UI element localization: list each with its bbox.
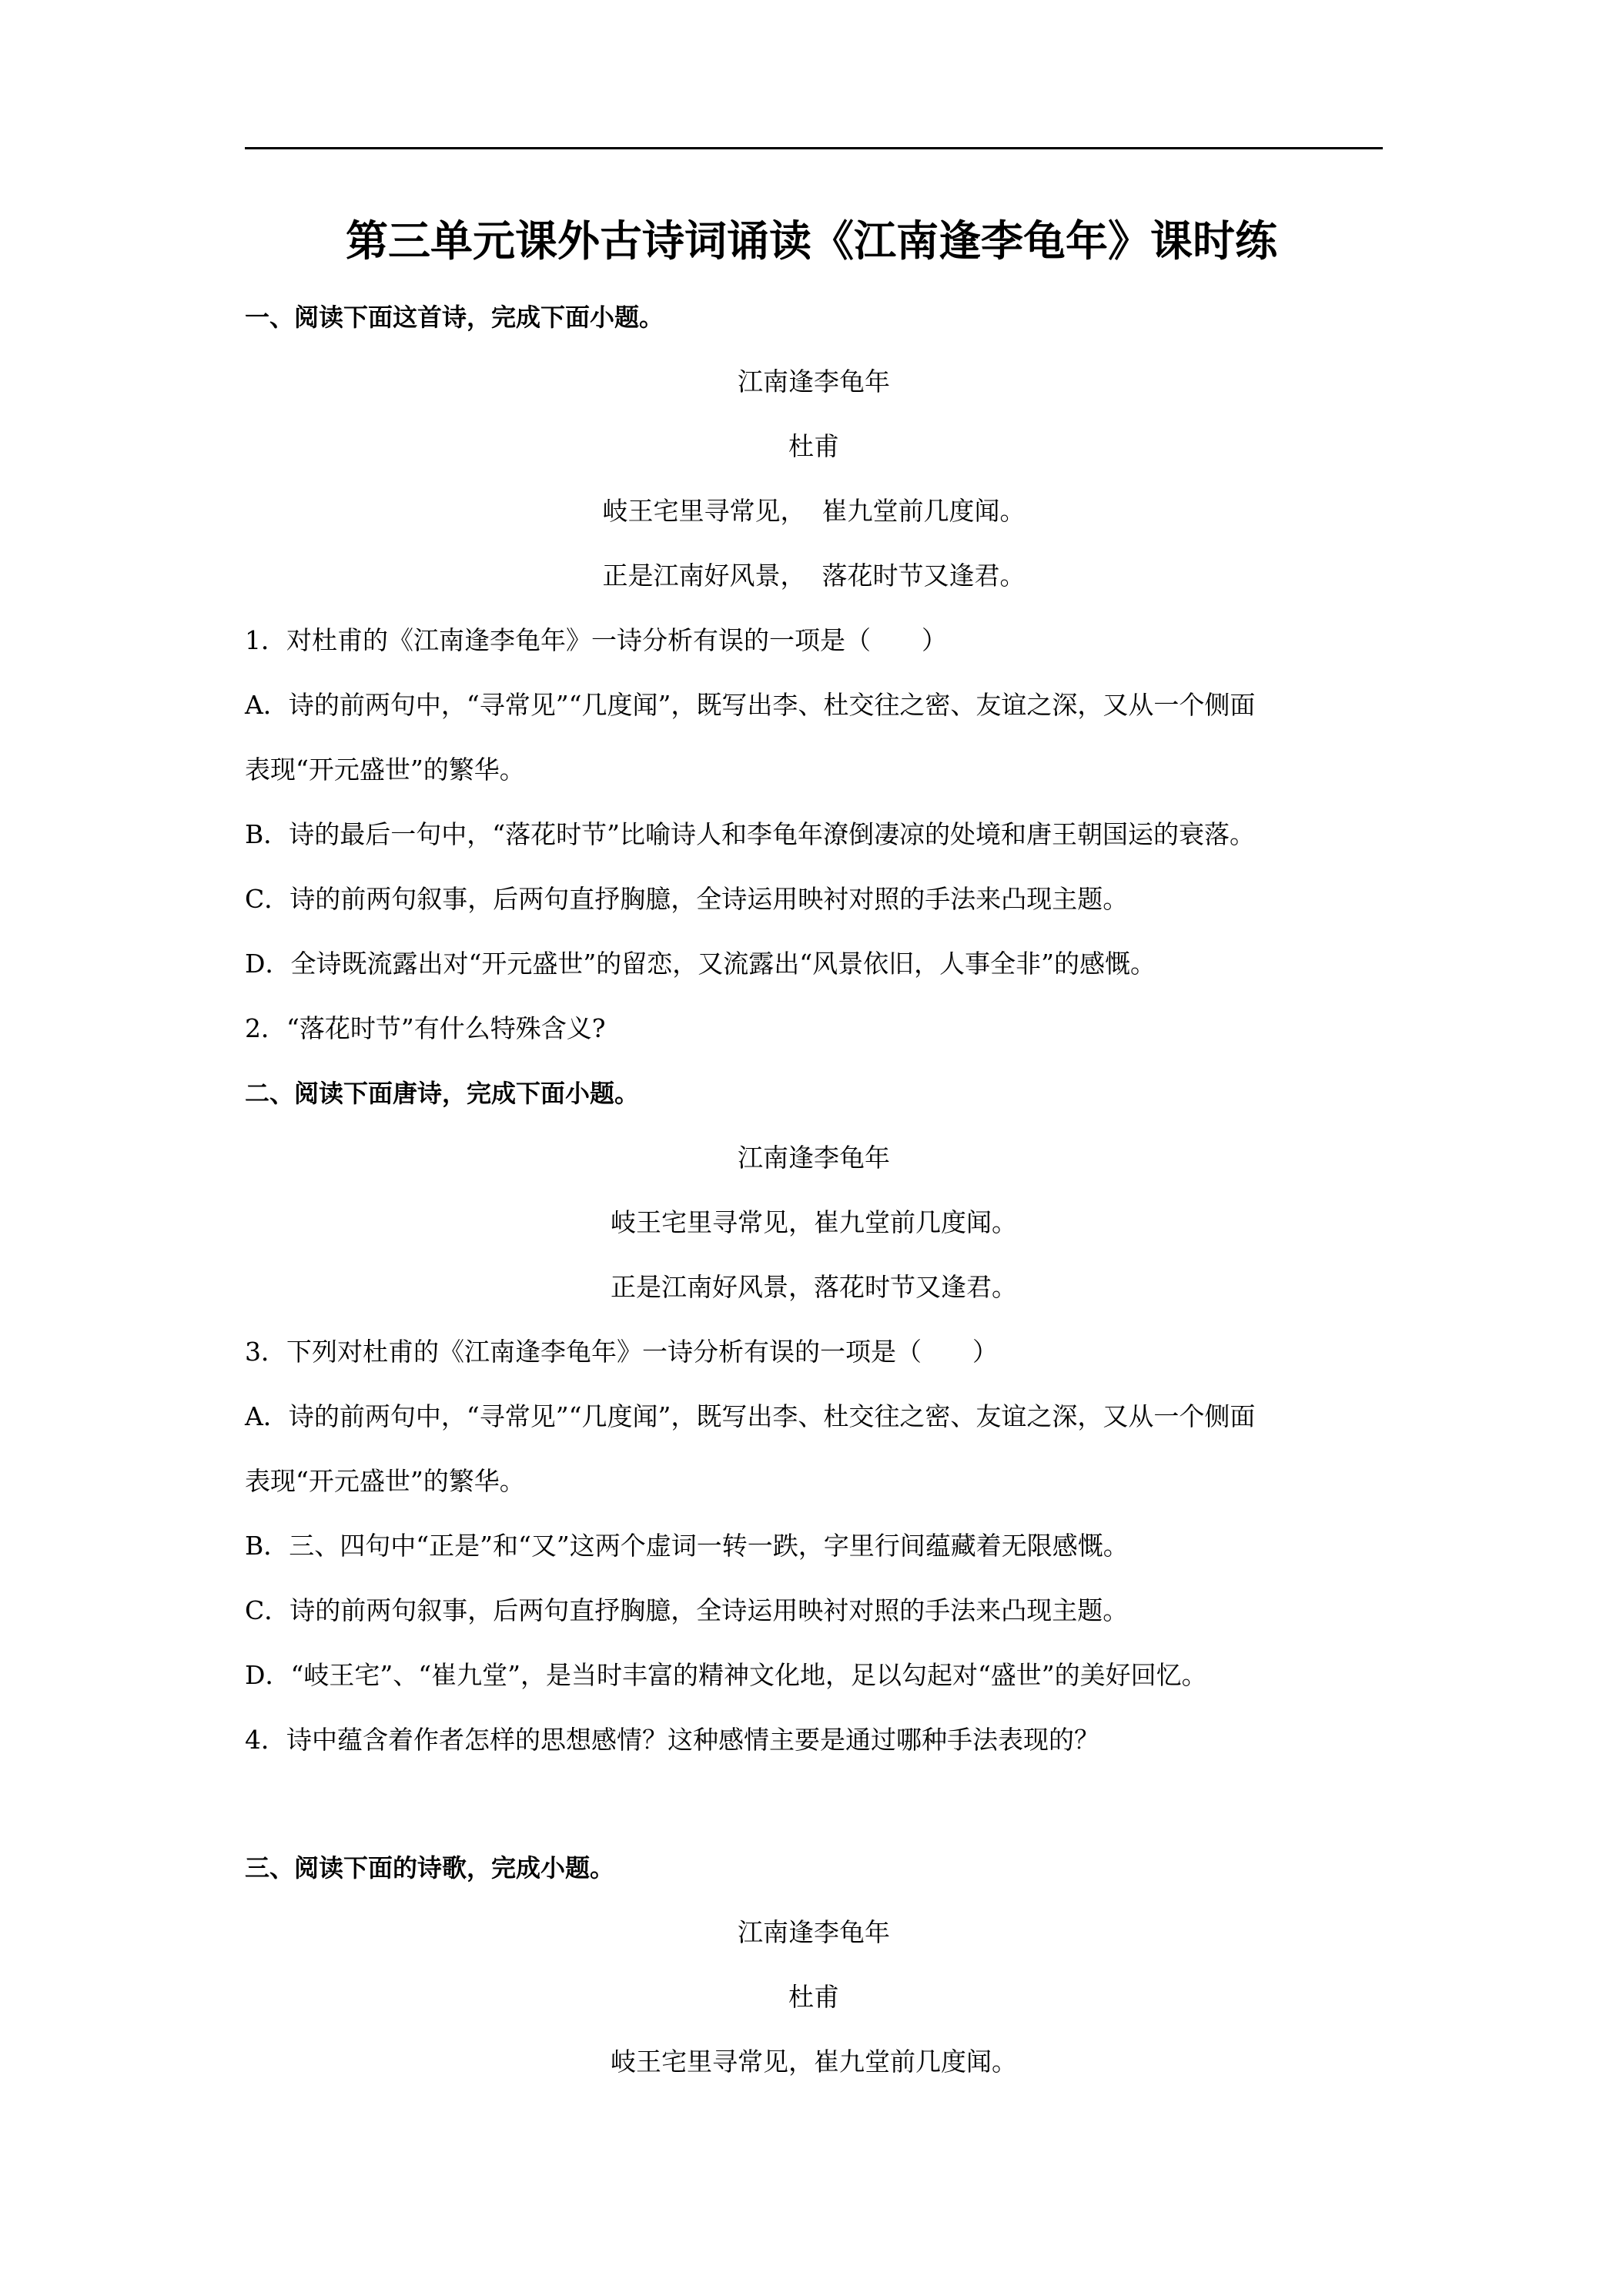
option-b: B．三、四句中“正是”和“又”这两个虚词一转一跌，字里行间蕴藏着无限感慨。 [245,1531,1129,1561]
section-1-heading: 一、阅读下面这首诗，完成下面小题。 [245,303,664,332]
poem-title: 江南逢李龟年 [738,366,890,397]
spacer [245,1772,1383,1836]
option-b: B．诗的最后一句中，“落花时节”比喻诗人和李龟年潦倒凄凉的处境和唐王朝国运的衰落。 [245,819,1255,849]
question-4: 4．诗中蕴含着作者怎样的思想感情？这种感情主要是通过哪种手法表现的？ [245,1725,1099,1755]
document-body [245,285,1383,2094]
section-3-heading: 三、阅读下面的诗歌，完成小题。 [245,1853,615,1883]
poem-author: 杜甫 [788,431,839,461]
question-1: 1．对杜甫的《江南逢李龟年》一诗分析有误的一项是（ ） [245,625,947,655]
poem-line: 岐王宅里寻常见， 崔九堂前几度闻。 [602,496,1026,526]
option-a-continued: 表现“开元盛世”的繁华。 [245,755,525,785]
option-d: D．全诗既流露出对“开元盛世”的留恋，又流露出“风景依旧，人事全非”的感慨。 [245,949,1156,979]
poem-line: 正是江南好风景， 落花时节又逢君。 [602,561,1026,591]
option-a: A．诗的前两句中，“寻常见”“几度闻”，既写出李、杜交往之密、友谊之深，又从一个侧面 [245,1401,1256,1431]
poem-line: 岐王宅里寻常见，崔九堂前几度闻。 [611,2047,1017,2077]
poem-author: 杜甫 [788,1982,839,2012]
poem-title: 江南逢李龟年 [738,1143,890,1173]
option-c: C．诗的前两句叙事，后两句直抒胸臆，全诗运用映衬对照的手法来凸现主题。 [245,1595,1129,1625]
option-c: C．诗的前两句叙事，后两句直抒胸臆，全诗运用映衬对照的手法来凸现主题。 [245,884,1129,914]
section-2-heading: 二、阅读下面唐诗，完成下面小题。 [245,1079,640,1108]
question-2: 2．“落花时节”有什么特殊含义? [245,1013,606,1043]
poem-line: 岐王宅里寻常见，崔九堂前几度闻。 [611,1207,1017,1237]
poem-line: 正是江南好风景，落花时节又逢君。 [611,1272,1017,1302]
option-a-continued: 表现“开元盛世”的繁华。 [245,1466,525,1496]
option-d: D．“岐王宅”、“崔九堂”，是当时丰富的精神文化地，足以勾起对“盛世”的美好回忆。 [245,1660,1207,1690]
question-3: 3．下列对杜甫的《江南逢李龟年》一诗分析有误的一项是（ ） [245,1337,998,1367]
option-a: A．诗的前两句中，“寻常见”“几度闻”，既写出李、杜交往之密、友谊之深，又从一个侧面 [245,690,1256,720]
header-rule [245,147,1383,149]
poem-title: 江南逢李龟年 [738,1917,890,1947]
document-title: 第三单元课外古诗词诵读《江南逢李龟年》课时练 [345,216,1277,266]
